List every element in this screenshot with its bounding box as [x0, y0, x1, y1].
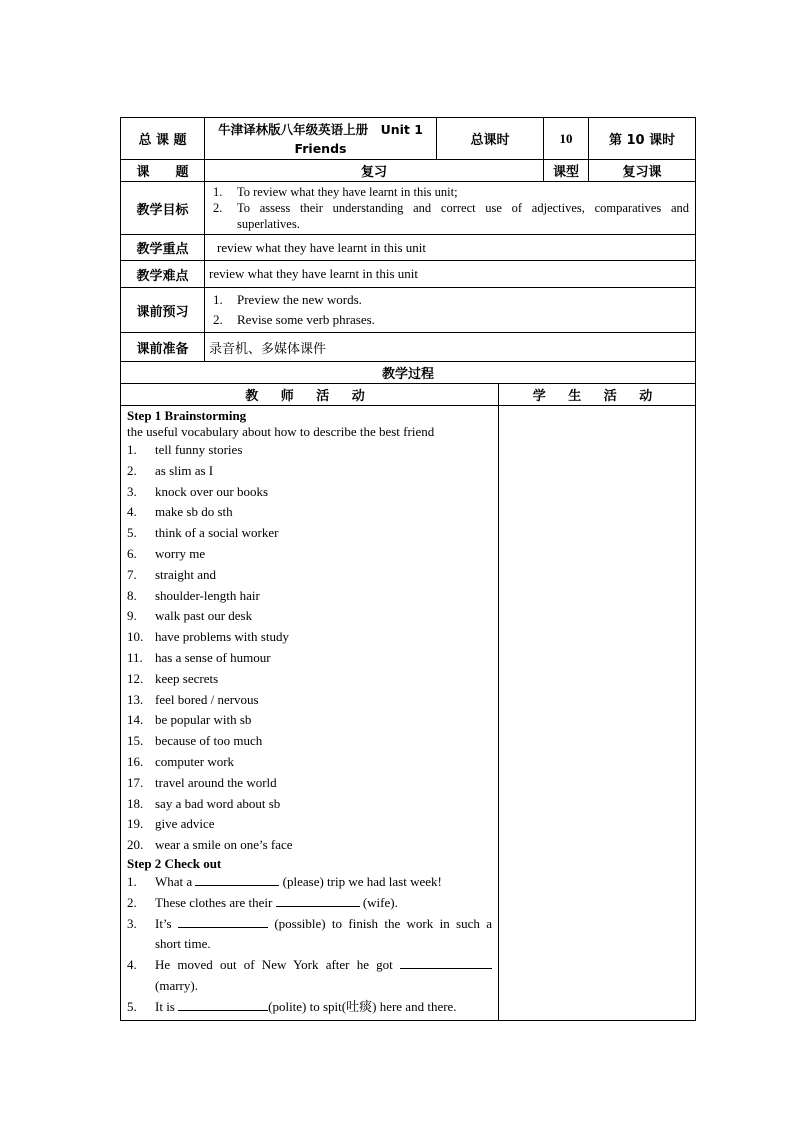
preview-list: [209, 290, 691, 330]
vocabulary-item: 2. as slim as I: [127, 462, 214, 478]
teacher-activity-header: 教 师 活 动: [121, 384, 499, 406]
preview-label: 课前预习: [121, 288, 205, 333]
vocabulary-item: 6. worry me: [127, 545, 206, 561]
checkout-item: 2. These clothes are their (wife).: [127, 894, 398, 910]
objective-item: 1. To review what they have learnt in this unit;: [213, 185, 458, 199]
answer-blank[interactable]: [276, 894, 360, 907]
step2-title: Step 2 Check out: [127, 855, 222, 871]
checkout-item: 3. It’s (possible) to finish the work in such a short time.: [127, 915, 492, 952]
teacher-activity-cell: [121, 406, 499, 1021]
period-label: 第 10 课时: [589, 118, 696, 160]
vocabulary-item: 18. say a bad word about sb: [127, 795, 281, 811]
total-periods-value: 10: [544, 118, 589, 160]
difficulties-value: review what they have learnt in this unit: [205, 261, 696, 288]
total-periods-label: 总课时: [437, 118, 544, 160]
objectives-label: 教学目标: [121, 182, 205, 235]
vocabulary-item: 4. make sb do sth: [127, 504, 233, 520]
preparation-label: 课前准备: [121, 333, 205, 362]
preview-item: 2. Revise some verb phrases.: [213, 312, 375, 327]
vocabulary-list: [127, 440, 492, 856]
objectives-list: [209, 184, 689, 232]
lesson-topic-value: 复习: [205, 160, 544, 182]
checkout-item: 1. What a (please) trip we had last week!: [127, 873, 442, 889]
lesson-topic-label: 课 题: [121, 160, 205, 182]
vocabulary-item: 1. tell funny stories: [127, 442, 243, 457]
objective-item: 2. To assess their understanding and correct use of adjectives, comparatives and superlatives.: [213, 201, 690, 231]
vocabulary-item: 12. keep secrets: [127, 670, 219, 686]
lesson-plan-table: [120, 117, 696, 1021]
total-topic-value: 牛津译林版八年级英语上册 Unit 1 Friends: [205, 118, 437, 160]
vocabulary-item: 5. think of a social worker: [127, 525, 279, 541]
step1-intro: the useful vocabulary about how to describe the best friend: [127, 424, 435, 439]
vocabulary-item: 14. be popular with sb: [127, 712, 252, 728]
vocabulary-item: 15. because of too much: [127, 733, 263, 749]
vocabulary-item: 20. wear a smile on one’s face: [127, 837, 293, 853]
step1-title: Step 1 Brainstorming: [127, 408, 247, 423]
vocabulary-item: 10. have problems with study: [127, 629, 289, 645]
student-activity-header: 学 生 活 动: [499, 384, 696, 406]
vocabulary-item: 11. has a sense of humour: [127, 649, 271, 665]
lesson-type-value: 复习课: [589, 160, 696, 182]
answer-blank[interactable]: [178, 998, 268, 1011]
student-activity-cell: [499, 406, 696, 1021]
process-title: 教学过程: [121, 362, 696, 384]
key-points-value: review what they have learnt in this unit: [205, 235, 696, 261]
preview-cell: [205, 288, 696, 333]
preparation-value: 录音机、多媒体课件: [205, 333, 696, 362]
checkout-list: [127, 872, 492, 1018]
lesson-type-label: 课型: [544, 160, 589, 182]
objectives-cell: [205, 182, 696, 235]
vocabulary-item: 16. computer work: [127, 753, 235, 769]
vocabulary-item: 19. give advice: [127, 816, 215, 832]
vocabulary-item: 3. knock over our books: [127, 483, 269, 499]
difficulties-label: 教学难点: [121, 261, 205, 288]
preview-item: 1. Preview the new words.: [213, 292, 362, 307]
total-topic-label: 总 课 题: [121, 118, 205, 160]
answer-blank[interactable]: [178, 915, 268, 928]
vocabulary-item: 7. straight and: [127, 566, 217, 582]
key-points-label: 教学重点: [121, 235, 205, 261]
answer-blank[interactable]: [400, 956, 492, 969]
vocabulary-item: 17. travel around the world: [127, 774, 277, 790]
vocabulary-item: 13. feel bored / nervous: [127, 691, 259, 707]
vocabulary-item: 9. walk past our desk: [127, 608, 253, 624]
checkout-item: 5. It is (polite) to spit(吐痰) here and there.: [127, 998, 457, 1014]
answer-blank[interactable]: [195, 873, 279, 886]
checkout-item: 4. He moved out of New York after he got (marry).: [127, 955, 492, 997]
vocabulary-item: 8. shoulder-length hair: [127, 587, 260, 603]
